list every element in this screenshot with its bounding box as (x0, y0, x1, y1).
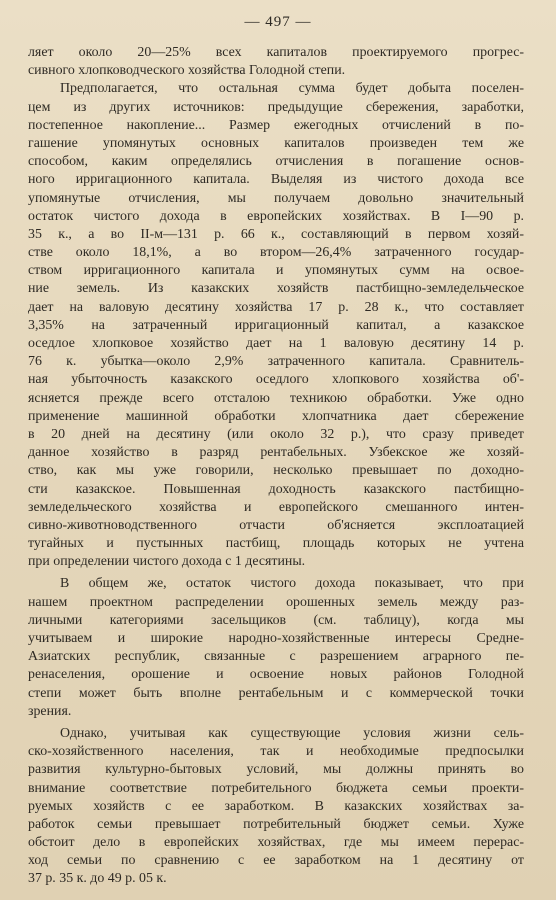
text-line: обстоит дело в европейских хозяйствах, где мы имеем перерас- (28, 835, 524, 851)
paragraph-4 (28, 725, 524, 889)
text-line: ством ирригационного капитала и упомянутых сумм на освое- (28, 263, 524, 279)
text-line: тугайных и пустынных пастбищ, площадь которых не учтена (28, 536, 524, 552)
text-line: степи может быть вполне рентабельным и с коммерческой точки (28, 685, 524, 701)
text-line: ние земель. Из казакских хозяйств пастбищно-земледельческое (28, 281, 524, 297)
text-line: сивно-животноводственного отчасти об'ясняется эксплоатацией (28, 517, 524, 533)
text-line: постепенное накопление... Размер ежегодных отчислений в по- (28, 117, 524, 133)
text-line: оседлое хлопковое хозяйство дает на 1 валовую десятину 14 р. (28, 336, 524, 351)
text-line: в 20 дней на десятину (или около 32 р.), что сразу приведет (28, 426, 524, 442)
text-line: 76 к. убытка—около 2,9% затраченного капитала. Сравнитель- (28, 354, 524, 370)
text-line: развития культурно-бытовых условий, мы должны принять во (28, 762, 524, 778)
text-line: Однако, учитывая как существующие условия жизни сель- (60, 725, 524, 741)
text-line: при определении чистого дохода с 1 десятины. (28, 554, 306, 570)
text-line: ренаселения, орошение и освоение новых районов Голодной (28, 667, 524, 683)
text-line: работок семьи превышает потребительный бюджет семьи. Хуже (28, 816, 524, 832)
text-line: 37 р. 35 к. до 49 р. 05 к. (28, 871, 167, 887)
text-line: Предполагается, что остальная сумма будет добыта поселен- (60, 81, 524, 97)
text-line: ясняется прежде всего отсталою техникою обработки. Уже одно (28, 390, 524, 406)
text-line: 3,35% на затраченный ирригационный капитал, а казакское (28, 317, 524, 333)
text-line: ляет около 20—25% всех капиталов проектируемого прогрес- (28, 45, 524, 60)
text-line: внимание соответствие потребительного бюджета семьи проекти- (28, 780, 524, 796)
text-line: земледельческого хозяйства и европейского смешанного интен- (28, 499, 524, 515)
text-line: ного ирригационного капитала. Выделяя из чистого дохода все (28, 172, 524, 188)
page-number: — 497 — (244, 14, 312, 30)
text-line: применение машинной обработки хлопчатника дает сбережение (28, 408, 524, 424)
text-line: ная убыточность казакского оседлого хлопкового хозяйства об'- (28, 372, 524, 388)
text-line: остаток чистого дохода в европейских хозяйствах. В I—90 р. (28, 208, 524, 224)
paragraph-2 (28, 80, 524, 571)
text-line: ство, как мы уже говорили, несколько превышает по доходно- (28, 463, 524, 479)
text-line: учитываем и широкие народно-хозяйственные интересы Средне- (28, 631, 524, 646)
text-line: цем из других источников: предыдущие сбережения, заработки, (28, 99, 524, 115)
text-line: дает на валовую десятину хозяйства 17 р. 28 к., что составляет (28, 299, 524, 315)
text-line: гашение упомянутых основных капиталов произведен тем же (28, 135, 524, 151)
text-line: данное хозяйство в разряд рентабельных. Узбекское же хозяй- (28, 445, 524, 461)
text-body (28, 44, 524, 889)
text-line: стве около 18,1%, а во втором—26,4% затраченного государ- (28, 245, 524, 261)
text-line: В общем же, остаток чистого дохода показывает, что при (60, 576, 524, 592)
paragraph-3 (28, 575, 524, 721)
text-line: ско-хозяйственного населения, так и необходимые предпосылки (28, 744, 524, 760)
text-line: способом, каким определялись отчисления в погашение основ- (28, 154, 524, 170)
text-line: личными категориями засельщиков (см. таблицу), когда мы (28, 612, 524, 628)
text-line: зрения. (28, 703, 72, 719)
text-line: Азиатских республик, связанные с разрешением аграрного пе- (28, 649, 524, 665)
text-line: сивного хлопководческого хозяйства Голодной степи. (28, 63, 346, 79)
text-line: упомянутые отчисления, мы получаем довольно значительный (28, 190, 524, 206)
text-line: 35 к., а во II-м—131 р. 66 к., составляющий в первом хозяй- (28, 226, 524, 242)
paragraph-1 (28, 44, 524, 80)
text-line: нашем проектном распределении орошенных земель между раз- (28, 594, 524, 610)
text-line: сти казакское. Повышенная доходность казакского пастбищно- (28, 481, 524, 497)
text-line: руемых хозяйств с ее заработком. В казакских хозяйствах за- (28, 798, 524, 814)
text-line: ход семьи по сравнению с ее заработком на 1 десятину от (28, 853, 524, 869)
